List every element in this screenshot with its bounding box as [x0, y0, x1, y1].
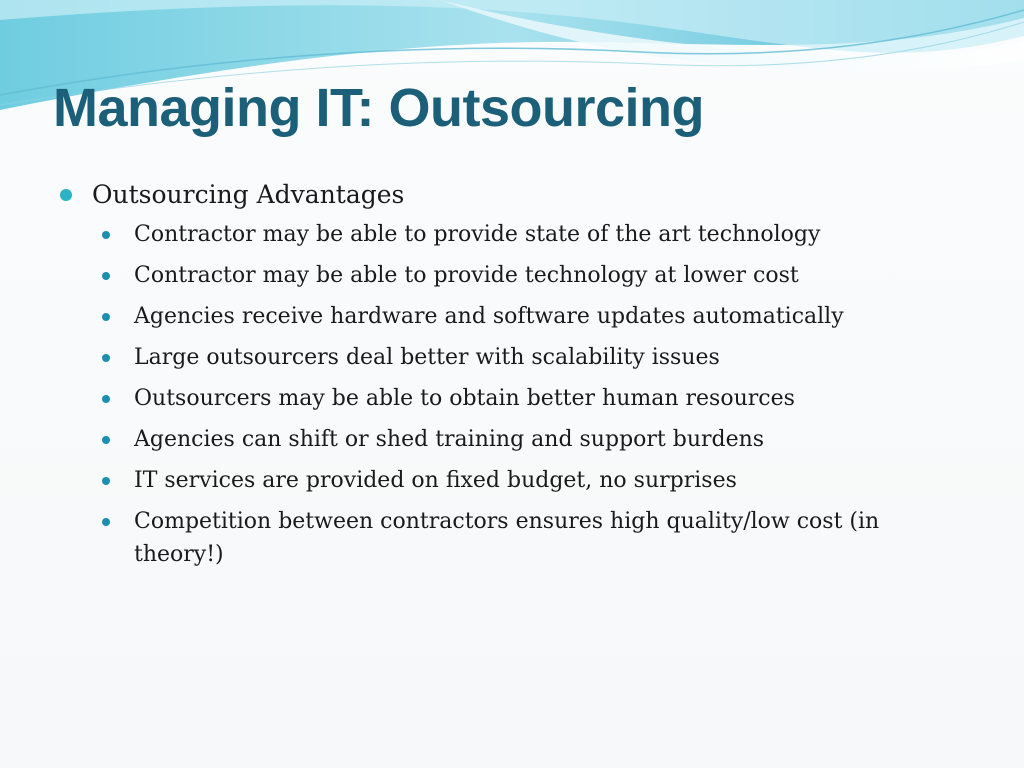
- sub-bullet-item: [102, 341, 932, 374]
- bullet-dot-icon: [102, 477, 110, 485]
- slide-title: Managing IT: Outsourcing: [53, 78, 704, 138]
- bullet-dot-icon: [102, 313, 110, 321]
- bullet-dot-icon: [60, 189, 72, 201]
- sub-bullet-item: [102, 300, 932, 333]
- sub-bullet-text: Contractor may be able to provide technology at lower cost: [134, 263, 799, 288]
- sub-bullet-text: Large outsourcers deal better with scalability issues: [134, 345, 720, 370]
- sub-bullet-item: [102, 505, 932, 571]
- sub-bullet-text: Contractor may be able to provide state of the art technology: [134, 222, 821, 247]
- sub-bullet-item: [102, 259, 932, 292]
- bullet-dot-icon: [102, 272, 110, 280]
- sub-bullet-item: [102, 423, 932, 456]
- sub-bullet-text: Agencies receive hardware and software updates automatically: [134, 304, 844, 329]
- sub-bullet-item: [102, 218, 932, 251]
- sub-bullet-text: IT services are provided on fixed budget, no surprises: [134, 468, 737, 493]
- bullet-dot-icon: [102, 354, 110, 362]
- bullet-dot-icon: [102, 231, 110, 239]
- sub-bullet-text: Competition between contractors ensures high quality/low cost (in theory!): [134, 509, 880, 567]
- main-bullet-text: Outsourcing Advantages: [92, 180, 405, 209]
- sub-bullet-text: Outsourcers may be able to obtain better human resources: [134, 386, 795, 411]
- sub-bullet-item: [102, 464, 932, 497]
- slide-content: [60, 176, 960, 579]
- bullet-dot-icon: [102, 436, 110, 444]
- sub-bullet-item: [102, 382, 932, 415]
- sub-bullet-text: Agencies can shift or shed training and support burdens: [134, 427, 765, 452]
- bullet-dot-icon: [102, 518, 110, 526]
- bullet-dot-icon: [102, 395, 110, 403]
- main-bullet: [60, 176, 960, 214]
- sub-bullet-list: [60, 218, 960, 571]
